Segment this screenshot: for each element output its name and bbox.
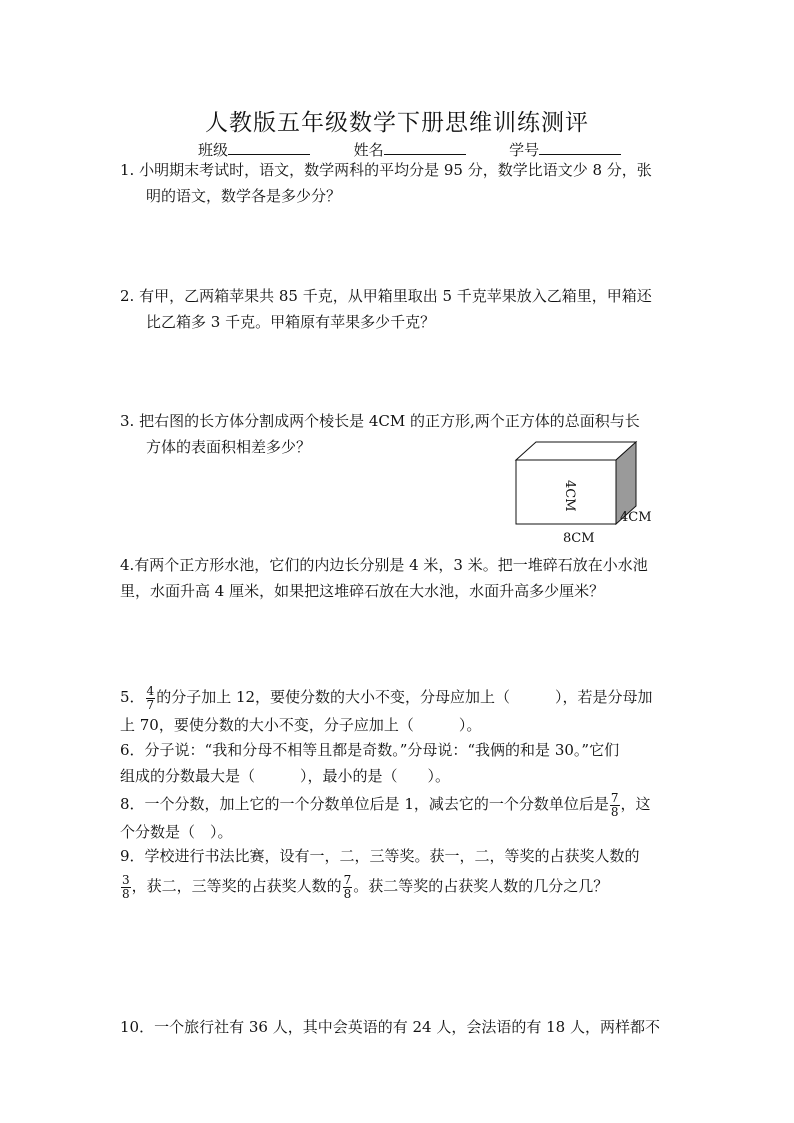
question-4-line-1: 4.有两个正方形水池，它们的内边长分别是 4 米，3 米。把一堆碎石放在小水池 <box>120 556 648 574</box>
fraction-3-8: $\frac{3}{8}$ <box>122 872 130 901</box>
question-2 <box>120 283 652 335</box>
cuboid-top-face <box>516 442 636 460</box>
cuboid-figure <box>510 440 660 540</box>
question-1 <box>120 157 652 209</box>
question-4-line-2: 里，水面升高 4 厘米，如果把这堆碎石放在大水池，水面升高多少厘米？ <box>120 582 605 600</box>
id-label: 学号 <box>509 141 540 159</box>
question-1-line-2: 明的语文，数学各是多少分？ <box>146 187 342 205</box>
question-3-line-2: 方体的表面积相差多少？ <box>146 438 312 456</box>
question-10 <box>120 1014 660 1040</box>
fraction-7-8-b: $\frac{7}{8}$ <box>343 872 352 901</box>
question-8 <box>120 791 651 845</box>
length-label: 8CM <box>563 531 595 546</box>
question-8-line-2: 个分数是（ ）。 <box>120 822 233 841</box>
name-label: 姓名 <box>353 141 384 159</box>
depth-label: 4CM <box>620 510 652 525</box>
question-5 <box>120 684 653 738</box>
question-9-line-2: $\frac{3}{8}$ ，获二，三等奖的占获奖人数的 $\frac{7}{8}$ 。获二等奖的占获奖人数的几分之几？ <box>122 872 609 901</box>
page-title: 人教版五年级数学下册思维训练测评 <box>205 110 589 136</box>
question-9-line-1: 9．学校进行书法比赛，设有一，二，三等奖。获一，二，等奖的占获奖人数的 <box>120 847 640 865</box>
question-6 <box>120 737 619 789</box>
class-blank[interactable] <box>228 140 310 155</box>
question-5-line-1: 5． $\frac{4}{7}$ 的分子加上 12，要使分数的大小不变，分母应加上（ ），若是分母加 <box>120 683 653 712</box>
fraction-4-7: $\frac{4}{7}$ <box>146 683 155 712</box>
fraction-7-8: $\frac{7}{8}$ <box>610 790 619 819</box>
class-label: 班级 <box>198 141 229 159</box>
question-6-line-1: 6．分子说：“我和分母不相等且都是奇数。”分母说：“我俩的和是 30。”它们 <box>120 741 620 759</box>
name-blank[interactable] <box>384 140 466 155</box>
question-9 <box>120 843 640 901</box>
question-3-line-1: 3. 把右图的长方体分割成两个棱长是 4CM 的正方形,两个正方体的总面积与长 <box>120 412 640 430</box>
question-2-line-1: 2. 有甲，乙两箱苹果共 85 千克，从甲箱里取出 5 千克苹果放入乙箱里，甲箱还 <box>120 287 652 305</box>
question-1-line-1: 1. 小明期末考试时，语文，数学两科的平均分是 95 分，数学比语文少 8 分，张 <box>120 161 652 179</box>
height-label: 4CM <box>562 480 577 512</box>
question-4 <box>120 552 648 604</box>
question-8-line-1: 8．一个分数，加上它的一个分数单位后是 1，减去它的一个分数单位后是 $\frac{7}{8}$ ，这 <box>120 790 651 819</box>
id-blank[interactable] <box>539 140 621 155</box>
question-2-line-2: 比乙箱多 3 千克。甲箱原有苹果多少千克？ <box>146 313 436 331</box>
question-6-line-2: 组成的分数最大是（ ），最小的是（ ）。 <box>120 767 451 785</box>
question-10-line-1: 10．一个旅行社有 36 人，其中会英语的有 24 人，会法语的有 18 人，两样都不 <box>120 1018 660 1036</box>
question-5-line-2: 上 70，要使分数的大小不变，分子应加上（ ）。 <box>120 715 482 734</box>
